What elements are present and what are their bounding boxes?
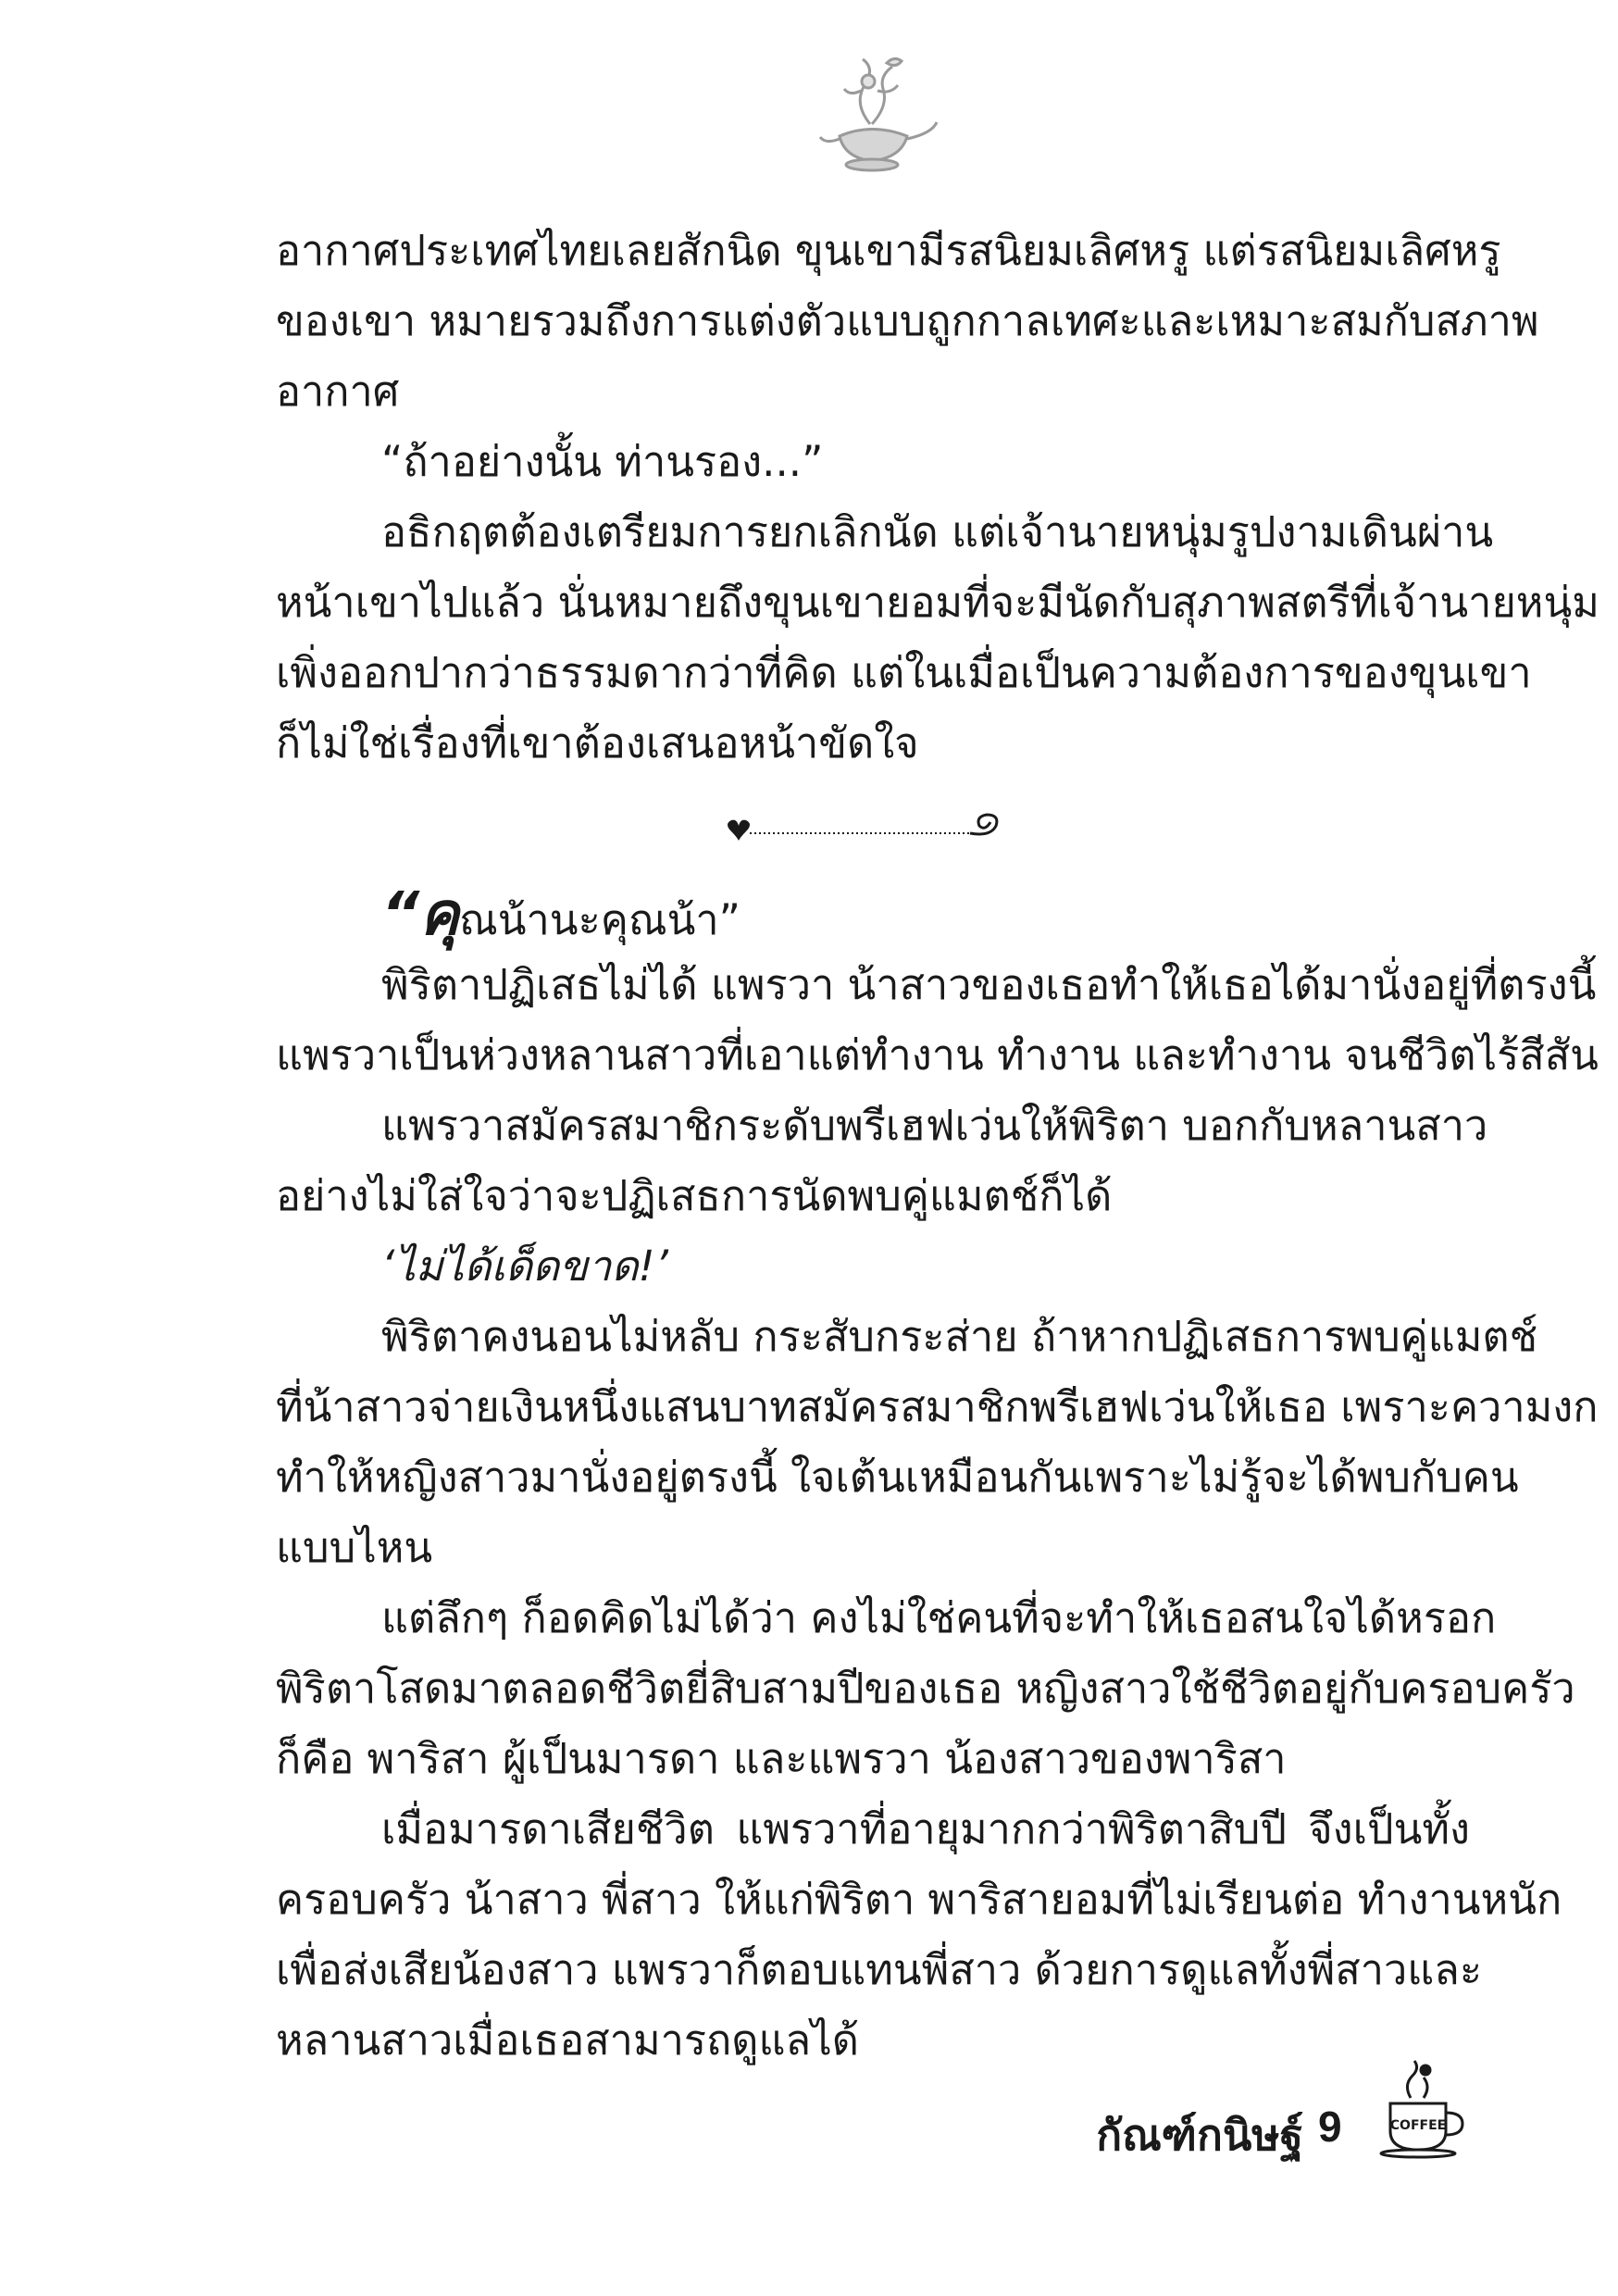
text-line: ของเขา หมายรวมถึงการแต่งตัวแบบถูกกาลเทศะและเหมาะสมกับสภาพ: [276, 296, 1539, 345]
page-number: 9: [1318, 2103, 1342, 2151]
opening-line-rest: ณน้านะคุณน้า”: [459, 895, 741, 944]
text-line: “ถ้าอย่างนั้น ท่านรอง...”: [381, 437, 824, 486]
text-line: แพรวาเป็นห่วงหลานสาวที่เอาแต่ทำงาน ทำงาน และทำงาน จนชีวิตไร้สีสัน: [276, 1030, 1599, 1079]
text-line: ‘ไม่ได้เด็ดขาด!’: [381, 1242, 668, 1291]
text-line: ก็ไม่ใช่เรื่องที่เขาต้องเสนอหน้าขัดใจ: [276, 718, 919, 767]
text-line: อธิกฤตต้องเตรียมการยกเลิกนัด แต่เจ้านายหนุ่มรูปงามเดินผ่าน: [381, 507, 1494, 556]
coffee-cup-icon: [1370, 2057, 1472, 2159]
text-line: อากาศประเทศไทยเลยสักนิด ขุนเขามีรสนิยมเลิศหรู แต่รสนิยมเลิศหรู: [276, 226, 1501, 275]
text-line: อากาศ: [276, 367, 400, 416]
text-line: อย่างไม่ใส่ใจว่าจะปฏิเสธการนัดพบคู่แมตช์ก็ได้: [276, 1171, 1113, 1220]
section-opening: [381, 880, 741, 949]
teapot-genie-icon: [798, 48, 946, 178]
text-line: พิริตาคงนอนไม่หลับ กระสับกระส่าย ถ้าหากปฏิเสธการพบคู่แมตช์: [381, 1312, 1538, 1361]
heart-swirl-divider-icon: [722, 805, 1018, 861]
text-line: ครอบครัว น้าสาว พี่สาว ให้แก่พิริตา พาริสายอมที่ไม่เรียนต่อ ทำงานหนัก: [276, 1875, 1562, 1924]
coffee-logo-text: COFFEE: [1389, 2118, 1447, 2133]
text-line: หน้าเขาไปแล้ว นั่นหมายถึงขุนเขายอมที่จะมีนัดกับสุภาพสตรีที่เจ้านายหนุ่ม: [276, 578, 1599, 627]
text-line: เมื่อมารดาเสียชีวิต แพรวาที่อายุมากกว่าพิริตาสิบปี จึงเป็นทั้ง: [381, 1804, 1470, 1853]
text-line: แต่ลึกๆ ก็อดคิดไม่ได้ว่า คงไม่ใช่คนที่จะทำให้เธอสนใจได้หรอก: [381, 1593, 1497, 1642]
text-line: พิริตาโสดมาตลอดชีวิตยี่สิบสามปีของเธอ หญิงสาวใช้ชีวิตอยู่กับครอบครัว: [276, 1664, 1575, 1713]
text-line: ทำให้หญิงสาวมานั่งอยู่ตรงนี้ ใจเต้นเหมือนกันเพราะไม่รู้จะได้พบกับคน: [276, 1453, 1519, 1502]
text-line: แบบไหน: [276, 1523, 433, 1572]
text-line: หลานสาวเมื่อเธอสามารถดูแลได้: [276, 2015, 859, 2065]
text-line: แพรวาสมัครสมาชิกระดับพรีเฮฟเว่นให้พิริตา บอกกับหลานสาว: [381, 1101, 1488, 1150]
text-line: ก็คือ พาริสา ผู้เป็นมารดา และแพรวา น้องสาวของพาริสา: [276, 1734, 1287, 1783]
drop-cap: “คุ: [381, 880, 460, 949]
text-line: ที่น้าสาวจ่ายเงินหนึ่งแสนบาทสมัครสมาชิกพรีเฮฟเว่นให้เธอ เพราะความงก: [276, 1382, 1599, 1431]
text-line: พิริตาปฏิเสธไม่ได้ แพรวา น้าสาวของเธอทำให้เธอได้มานั่งอยู่ที่ตรงนี้: [381, 960, 1597, 1009]
text-line: เพื่อส่งเสียน้องสาว แพรวาก็ตอบแทนพี่สาว ด้วยการดูแลทั้งพี่สาวและ: [276, 1945, 1483, 1994]
text-line: เพิ่งออกปากว่าธรรมดากว่าที่คิด แต่ในเมื่อเป็นความต้องการของขุนเขา: [276, 648, 1532, 697]
footer-author: กัณฑ์กนิษฐ์: [1096, 2111, 1303, 2159]
